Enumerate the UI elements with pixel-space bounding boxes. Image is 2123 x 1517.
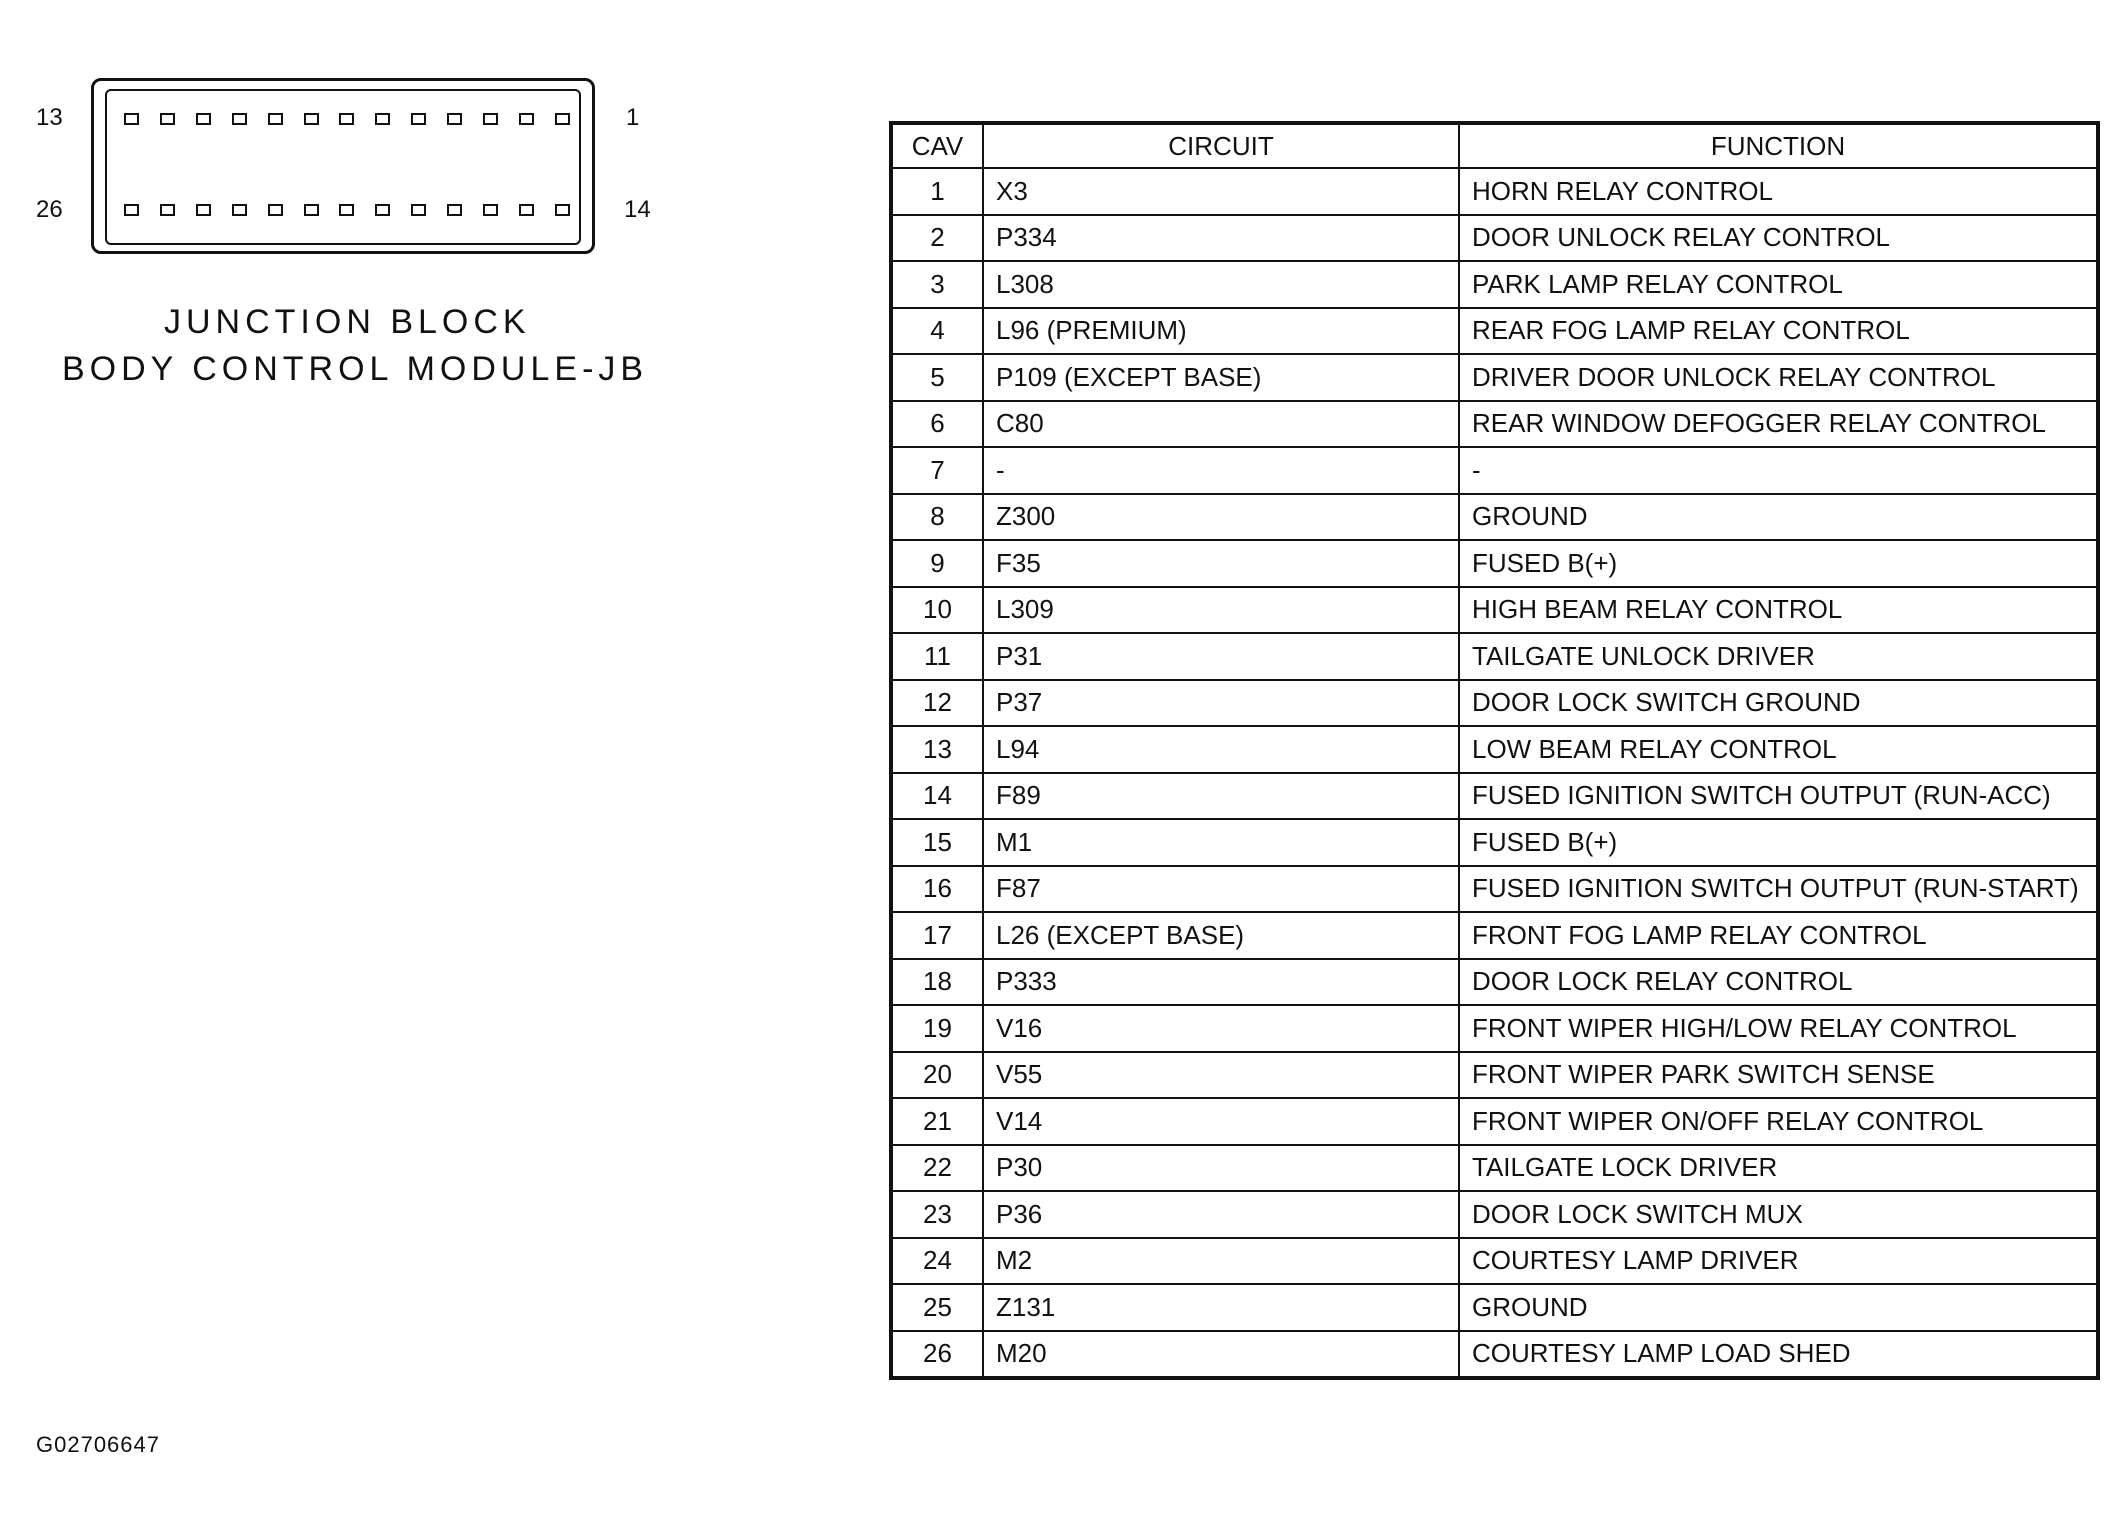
connector-pin-row-bottom: [124, 204, 570, 218]
cell-circuit: P333: [983, 959, 1459, 1006]
cell-function: HIGH BEAM RELAY CONTROL: [1459, 587, 2098, 634]
connector-pin: [268, 204, 283, 216]
cell-circuit: P30: [983, 1145, 1459, 1192]
cell-circuit: Z131: [983, 1284, 1459, 1331]
cell-circuit: P109 (EXCEPT BASE): [983, 354, 1459, 401]
cell-circuit: L308: [983, 261, 1459, 308]
connector-pin: [268, 113, 283, 125]
cell-function: DOOR UNLOCK RELAY CONTROL: [1459, 215, 2098, 262]
cell-function: GROUND: [1459, 494, 2098, 541]
cell-cav: 20: [891, 1052, 983, 1099]
cell-circuit: V16: [983, 1005, 1459, 1052]
cell-cav: 10: [891, 587, 983, 634]
cell-function: PARK LAMP RELAY CONTROL: [1459, 261, 2098, 308]
cell-cav: 6: [891, 401, 983, 448]
diagram-title: JUNCTION BLOCK: [164, 303, 531, 341]
cell-cav: 4: [891, 308, 983, 355]
cell-cav: 9: [891, 540, 983, 587]
cell-cav: 14: [891, 773, 983, 820]
cell-cav: 24: [891, 1238, 983, 1285]
cell-cav: 16: [891, 866, 983, 913]
connector-pin: [160, 113, 175, 125]
cell-cav: 25: [891, 1284, 983, 1331]
cell-cav: 17: [891, 912, 983, 959]
pin-label-top-right: 1: [626, 104, 640, 131]
cell-circuit: L26 (EXCEPT BASE): [983, 912, 1459, 959]
table-row: [891, 1238, 2098, 1285]
connector-pin: [519, 204, 534, 216]
cell-circuit: L309: [983, 587, 1459, 634]
cell-function: FRONT FOG LAMP RELAY CONTROL: [1459, 912, 2098, 959]
connector-pin: [519, 113, 534, 125]
connector-pin-row-top: [124, 113, 570, 127]
cell-circuit: P36: [983, 1191, 1459, 1238]
connector-pin: [196, 113, 211, 125]
cell-function: FUSED IGNITION SWITCH OUTPUT (RUN-START): [1459, 866, 2098, 913]
connector-pin: [339, 204, 354, 216]
cell-cav: 19: [891, 1005, 983, 1052]
pin-label-top-left: 13: [36, 104, 63, 131]
connector-pin: [160, 204, 175, 216]
cell-function: DOOR LOCK SWITCH GROUND: [1459, 680, 2098, 727]
diagram-subtitle: BODY CONTROL MODULE-JB: [62, 350, 649, 388]
cell-circuit: P31: [983, 633, 1459, 680]
cell-cav: 21: [891, 1098, 983, 1145]
connector-pin: [555, 204, 570, 216]
cell-cav: 15: [891, 819, 983, 866]
table-row: [891, 354, 2098, 401]
cell-function: HORN RELAY CONTROL: [1459, 168, 2098, 215]
table-row: [891, 447, 2098, 494]
cell-cav: 23: [891, 1191, 983, 1238]
table-row: [891, 1191, 2098, 1238]
cell-circuit: M2: [983, 1238, 1459, 1285]
cell-function: COURTESY LAMP LOAD SHED: [1459, 1331, 2098, 1379]
cell-function: FUSED B(+): [1459, 540, 2098, 587]
header-function: FUNCTION: [1459, 123, 2098, 168]
cell-circuit: X3: [983, 168, 1459, 215]
cell-function: FRONT WIPER HIGH/LOW RELAY CONTROL: [1459, 1005, 2098, 1052]
connector-pin: [375, 113, 390, 125]
cell-cav: 3: [891, 261, 983, 308]
cell-circuit: L94: [983, 726, 1459, 773]
table-row: [891, 261, 2098, 308]
connector-pin: [124, 204, 139, 216]
connector-pin: [447, 204, 462, 216]
cell-circuit: Z300: [983, 494, 1459, 541]
cell-cav: 8: [891, 494, 983, 541]
table-row: [891, 773, 2098, 820]
table-row: [891, 1052, 2098, 1099]
cell-circuit: -: [983, 447, 1459, 494]
table-row: [891, 540, 2098, 587]
cell-function: LOW BEAM RELAY CONTROL: [1459, 726, 2098, 773]
cell-circuit: C80: [983, 401, 1459, 448]
cell-function: DOOR LOCK RELAY CONTROL: [1459, 959, 2098, 1006]
connector-pin: [555, 113, 570, 125]
cell-cav: 7: [891, 447, 983, 494]
cell-function: FUSED IGNITION SWITCH OUTPUT (RUN-ACC): [1459, 773, 2098, 820]
cell-cav: 12: [891, 680, 983, 727]
connector-pin: [411, 204, 426, 216]
cell-function: FRONT WIPER ON/OFF RELAY CONTROL: [1459, 1098, 2098, 1145]
cell-circuit: V55: [983, 1052, 1459, 1099]
cell-cav: 2: [891, 215, 983, 262]
cell-function: REAR FOG LAMP RELAY CONTROL: [1459, 308, 2098, 355]
cell-cav: 11: [891, 633, 983, 680]
connector-pin: [411, 113, 426, 125]
table-row: [891, 680, 2098, 727]
connector-pin: [232, 204, 247, 216]
cell-function: REAR WINDOW DEFOGGER RELAY CONTROL: [1459, 401, 2098, 448]
header-circuit: CIRCUIT: [983, 123, 1459, 168]
cell-function: COURTESY LAMP DRIVER: [1459, 1238, 2098, 1285]
connector-pin: [304, 113, 319, 125]
connector-pin: [447, 113, 462, 125]
table-row: [891, 633, 2098, 680]
table-row: [891, 1145, 2098, 1192]
cell-circuit: F35: [983, 540, 1459, 587]
pinout-table: [889, 121, 2100, 1380]
connector-pin: [124, 113, 139, 125]
cell-function: GROUND: [1459, 1284, 2098, 1331]
figure-id: G02706647: [36, 1432, 160, 1457]
table-row: [891, 401, 2098, 448]
table-row: [891, 1098, 2098, 1145]
cell-circuit: V14: [983, 1098, 1459, 1145]
cell-circuit: P334: [983, 215, 1459, 262]
cell-cav: 22: [891, 1145, 983, 1192]
cell-function: FUSED B(+): [1459, 819, 2098, 866]
cell-function: DOOR LOCK SWITCH MUX: [1459, 1191, 2098, 1238]
connector-pin: [339, 113, 354, 125]
table-row: [891, 1284, 2098, 1331]
cell-circuit: F87: [983, 866, 1459, 913]
connector-pin: [232, 113, 247, 125]
cell-cav: 5: [891, 354, 983, 401]
connector-pin: [196, 204, 211, 216]
table-row: [891, 587, 2098, 634]
connector-pin: [304, 204, 319, 216]
connector-pin: [483, 204, 498, 216]
cell-circuit: L96 (PREMIUM): [983, 308, 1459, 355]
pin-label-bottom-left: 26: [36, 196, 63, 223]
table-row: [891, 866, 2098, 913]
cell-cav: 26: [891, 1331, 983, 1379]
cell-function: FRONT WIPER PARK SWITCH SENSE: [1459, 1052, 2098, 1099]
cell-function: DRIVER DOOR UNLOCK RELAY CONTROL: [1459, 354, 2098, 401]
table-row: [891, 215, 2098, 262]
table-row: [891, 726, 2098, 773]
table-row: [891, 494, 2098, 541]
cell-circuit: M20: [983, 1331, 1459, 1379]
connector-pin: [483, 113, 498, 125]
cell-cav: 1: [891, 168, 983, 215]
table-row: [891, 819, 2098, 866]
cell-function: TAILGATE LOCK DRIVER: [1459, 1145, 2098, 1192]
table-row: [891, 1005, 2098, 1052]
table-row: [891, 1331, 2098, 1379]
table-row: [891, 959, 2098, 1006]
table-header-row: [891, 123, 2098, 168]
cell-circuit: P37: [983, 680, 1459, 727]
table-row: [891, 308, 2098, 355]
cell-cav: 18: [891, 959, 983, 1006]
cell-circuit: F89: [983, 773, 1459, 820]
table-row: [891, 168, 2098, 215]
header-cav: CAV: [891, 123, 983, 168]
cell-circuit: M1: [983, 819, 1459, 866]
cell-function: -: [1459, 447, 2098, 494]
connector-pin: [375, 204, 390, 216]
pin-label-bottom-right: 14: [624, 196, 651, 223]
cell-function: TAILGATE UNLOCK DRIVER: [1459, 633, 2098, 680]
table-row: [891, 912, 2098, 959]
cell-cav: 13: [891, 726, 983, 773]
